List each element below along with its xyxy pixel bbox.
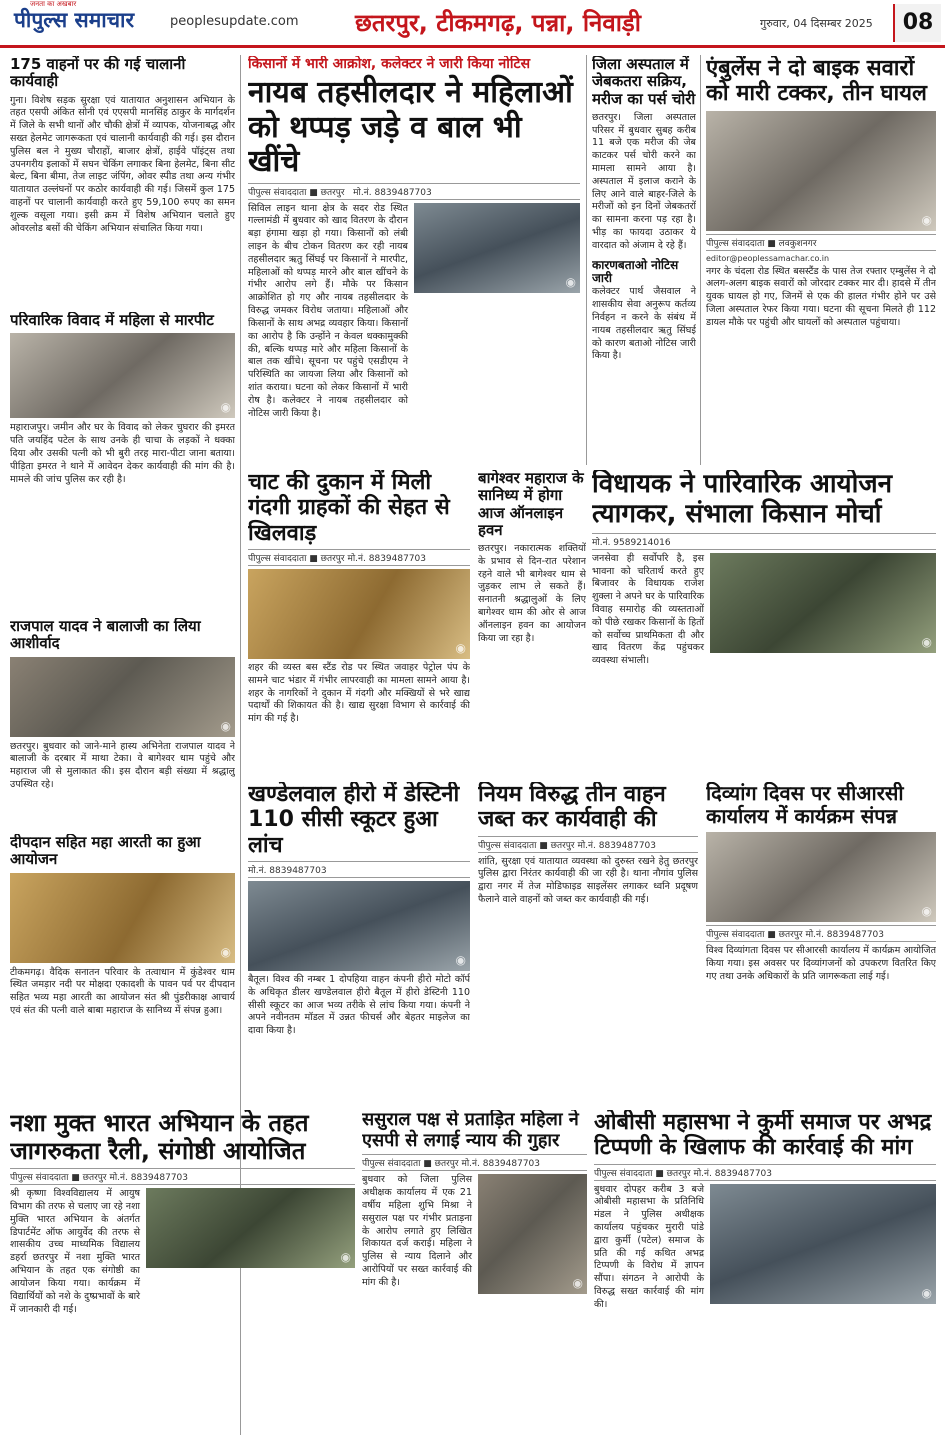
byline-text: पीपुल्स संवाददाता ■ लवकुशनगर (706, 238, 817, 249)
byline (362, 1154, 587, 1171)
story-body: बैतूल। विश्व की नम्बर 1 दोपहिया वाहन कंपनी हीरो मोटो कॉर्प के अधिकृत डीलर खण्डेलवाल हीरो बैतूल में हीरो डेस्टिनी 110 सीसी स्कूटर का आज भव्य तरीके से लांच किया गया। कंपनी ने अपने नवीनतम मॉडल में उन्नत फीचर्स और बेहतर माइलेज का दावा किया है। (248, 973, 470, 1037)
story-traffic-challan (10, 56, 235, 306)
story-photo (248, 569, 470, 659)
camera-icon: ◉ (220, 400, 231, 415)
story-body: नगर के चंदला रोड स्थित बसस्टैंड के पास तेज रफ्तार एम्बुलेंस ने दो अलग-अलग बाइक सवारों को जोरदार टक्कर मार दी। हादसे में तीन युवक घायल हो गए, जिनमें से एक की हालत गंभीर होने पर उसे जिला अस्पताल रेफर किया गया। घटना की सूचना मिलते ही 112 डायल मौके पर पहुंची और घायलों को अस्पताल पहुंचाया। (706, 265, 936, 328)
story-naib-tehsildar (248, 56, 580, 461)
headline: नायब तहसीलदार ने महिलाओं को थप्पड़ जड़े व बाल भी खींचे (248, 75, 573, 180)
story-photo (710, 1184, 936, 1304)
byline (592, 533, 936, 550)
camera-icon: ◉ (921, 212, 932, 227)
newspaper-logo: पीपुल्स समाचार (14, 7, 135, 32)
story-body: सिविल लाइन थाना क्षेत्र के सदर रोड स्थित गल्लामंडी में बुधवार को खाद वितरण के दौरान बड़ा हंगामा खड़ा हो गया। किसानों को लंबी लाइन के बीच टोकन वितरण कर रही नायब तहसीलदार ऋतु सिंघई पर किसानों ने मारपीट, महिलाओं को थप्पड़ मारने और बाल खींचने के गंभीर आरोप लगे हैं। मौके पर किसान आक्रोशित हो गए और नायब तहसीलदार के विरुद्ध जमकर विरोध जताया। महिलाओं और किसानों के साथ अभद्र व्यवहार किया। किसानों का आरोप है कि उन्होंने न केवल धक्कामुक्की की, बल्कि थप्पड़ मारे और महिला किसानों के बाल तक खींचे। सूचना पर पहुंचे एसडीएम ने परिस्थिति का जायजा लिया और किसानों को शांत कराया। घटना को लेकर किसानों में भारी रोष है। कलेक्टर ने नायब तहसीलदार को नोटिस जारी किया है। (248, 202, 408, 419)
website-link[interactable]: peoplesupdate.com (170, 14, 299, 29)
phone-number: मो.नं. 8839487703 (577, 840, 657, 851)
byline (478, 836, 698, 853)
story-body: छतरपुर। जिला अस्पताल परिसर में बुधवार सुबह करीब 11 बजे एक मरीज की जेब काटकर पर्स चोरी करने का मामला सामने आया है। अस्पताल में इलाज कराने के लिए आने वाले बाहर-जिले के मरीजों को इन दिनों जेबकतरों का सामना करना पड़ रहा है। भीड़ का फायदा उठाकर ये वारदात को अंजाम दे रहे हैं। (592, 111, 696, 251)
headline: एंबुलेंस ने दो बाइक सवारों को मारी टक्कर, तीन घायल (706, 56, 927, 107)
story-body: शहर की व्यस्त बस स्टैंड रोड पर स्थित जवाहर पेट्रोल पंप के सामने चाट भंडार में गंभीर लापरवाही का मामला सामने आया है। शहर के नागरिकों ने दुकान में गंदगी और मक्खियों से भरे खाद्य पदार्थों की शिकायत की है। खाद्य सुरक्षा विभाग से कार्रवाई की मांग की गई है। (248, 661, 470, 725)
story-photo (10, 657, 235, 737)
byline-text: पीपुल्स संवाददाता ■ छतरपुर (594, 1168, 691, 1179)
camera-icon: ◉ (455, 952, 466, 967)
byline-text: पीपुल्स संवाददाता ■ छतरपुर (478, 840, 575, 851)
camera-icon: ◉ (921, 634, 932, 649)
byline (248, 183, 580, 200)
byline-text: पीपुल्स संवाददाता ■ छतरपुर (706, 930, 803, 940)
phone-number: मो.नं. 8839487703 (693, 1168, 773, 1179)
byline-text: पीपुल्स संवाददाता ■ छतरपुर (10, 1173, 107, 1184)
byline (248, 549, 470, 566)
phone-number: मो.नं. 8839487703 (248, 865, 327, 876)
story-nasha-mukt (10, 1110, 355, 1435)
headline: खण्डेलवाल हीरो में डेस्टिनी 110 सीसी स्कूटर हुआ लांच (248, 782, 460, 858)
phone-number: मो.नं. 8839487703 (805, 930, 885, 940)
story-rajpal-yadav (10, 618, 235, 828)
story-body: बुधवार दोपहर करीब 3 बजे ओबीसी महासभा के प्रतिनिधि मंडल ने पुलिस अधीक्षक कार्यालय पहुंचकर मुरारी पांडे द्वारा कुर्मी (पटेल) समाज के प्रति की गई कथित अभद्र टिप्पणी के विरोध में ज्ञापन सौंपा। संगठन ने आरोपी के विरुद्ध सख्त कार्रवाई की मांग की। (594, 1183, 704, 1310)
headline: ओबीसी महासभा ने कुर्मी समाज पर अभद्र टिप्पणी के खिलाफ की कार्रवाई की मांग (594, 1110, 932, 1161)
story-body: कलेक्टर पार्थ जैसवाल ने शासकीय सेवा अनुरूप कर्तव्य निर्वहन न करने के संबंध में नायब तहसीलदार ऋतु सिंघई को कारण बताओ नोटिस जारी किया है। (592, 286, 696, 362)
column-rule (700, 55, 701, 465)
phone-number: मो.नं. 8839487703 (109, 1173, 189, 1184)
headline: जिला अस्पताल में जेबकतरा सक्रिय, मरीज का पर्स चोरी (592, 56, 696, 108)
story-photo (10, 333, 235, 418)
story-photo (248, 881, 470, 971)
story-body: श्री कृष्णा विश्वविद्यालय में आयुष विभाग की तरफ से चलाए जा रहे नशा मुक्ति भारत अभियान के अंतर्गत डिपार्टमेंट ऑफ आयुर्वेद की तरफ से शासकीय उच्च माध्यमिक विद्यालय डहर्रा छतरपुर में नशा मुक्ति भारत अभियान के तहत एक संगोष्ठी का आयोजन किया गया। कार्यक्रम में विद्यार्थियों को नशे के दुष्प्रभावों के बारे में जानकारी दी गई। (10, 1188, 140, 1315)
byline-text: मो.नं. 9589214016 (592, 537, 671, 548)
byline (10, 1168, 355, 1185)
story-body: छतरपुर। बुधवार को जाने-माने हास्य अभिनेता राजपाल यादव ने बालाजी के दरबार में माथा टेका। वे बागेश्वर धाम पहुंचे और महाराज जी से मुलाकात की। इस दौरान बड़ी संख्या में श्रद्धालु उपस्थित रहे। (10, 740, 235, 790)
masthead (0, 0, 945, 48)
story-ambulance-accident (706, 56, 936, 461)
story-photo (414, 203, 580, 293)
headline: परिवारिक विवाद में महिला से मारपीट (10, 312, 214, 329)
camera-icon: ◉ (921, 1285, 932, 1300)
camera-icon: ◉ (572, 1276, 583, 1291)
headline: नियम विरुद्ध तीन वाहन जब्त कर कार्यवाही की (478, 782, 666, 833)
headline: राजपाल यादव ने बालाजी का लिया आशीर्वाद (10, 618, 201, 653)
story-photo (706, 832, 936, 922)
byline-text: पीपुल्स संवाददाता ■ छतरपुर (248, 553, 345, 564)
headline: विधायक ने पारिवारिक आयोजन त्यागकर, संभाला किसान मोर्चा (592, 470, 893, 529)
phone-number: मो.नं. 8839487703 (461, 1159, 541, 1170)
camera-icon: ◉ (340, 1250, 351, 1265)
byline-text: पीपुल्स संवाददाता ■ छतरपुर (248, 187, 345, 198)
editor-email[interactable]: editor@peoplessamachar.co.in (706, 253, 830, 263)
camera-icon: ◉ (220, 944, 231, 959)
story-chaat-shop (248, 470, 470, 775)
camera-icon: ◉ (455, 640, 466, 655)
story-body: शांति, सुरक्षा एवं यातायात व्यवस्था को दुरुस्त रखने हेतु छतरपुर पुलिस द्वारा निरंतर कार्यवाही की जा रही है। थाना नौगांव पुलिस द्वारा नगर में तेज मोडिफाइड साइलेंसर लगाकर ध्वनि प्रदूषण फैलाने वाले वाहनों को जब्त कर कार्यवाही की गई। (478, 855, 698, 906)
story-body: टीकमगढ़। वैदिक सनातन परिवार के तत्वाधान में कुंडेश्वर धाम स्थित जमड़ार नदी पर मोक्षदा एकादशी के पावन पर्व पर दीपदान सहित भव्य महा आरती का आयोजन संत श्री पुंडरीकाक्ष आचार्य एवं संत की पत्नी वाले बाबा महाराज के सानिध्य में संपन्न हुआ। (10, 966, 235, 1016)
story-photo (706, 111, 936, 231)
story-body: महाराजपुर। जमीन और घर के विवाद को लेकर चुघरार की इमरत पति जयहिंद पटेल के साथ उनके ही चाचा के लड़कों ने धक्का दिया और उसकी पत्नी को भी बुरी तरह मारा-पीटा जाना बताया। पीड़िता इमरत ने थाने में आवेदन देकर कार्यवाही की मांग की है। मामले की जांच पुलिस कर रही है। (10, 422, 235, 485)
story-photo (478, 1174, 587, 1294)
camera-icon: ◉ (921, 904, 932, 918)
story-body: छतरपुर। नकारात्मक शक्तियों के प्रभाव से दिन-रात परेशान रहने वाले भी बागेश्वर धाम से जुड़कर लाभ ले सकते हैं। सनातनी श्रद्धालुओं के लिए बागेश्वर धाम की ओर से आज ऑनलाइन हवन का आयोजन किया जा रहा है। (478, 543, 586, 644)
story-deepdan-aarti (10, 834, 235, 1104)
story-divyang-diwas (706, 782, 936, 1102)
story-photo (10, 873, 235, 963)
camera-icon: ◉ (220, 718, 231, 733)
headline: चाट की दुकान में मिली गंदगी ग्राहकों की सेहत से खिलवाड़ (248, 470, 450, 546)
page-number: 08 (893, 4, 941, 42)
byline (594, 1164, 936, 1181)
story-body: बुधवार को जिला पुलिस अधीक्षक कार्यालय में एक 21 वर्षीय महिला शुभि मिश्रा ने ससुराल पक्ष पर गंभीर प्रताड़ना के आरोप लगाते हुए लिखित शिकायत दर्ज कराई। महिला ने पुलिस से न्याय दिलाने और आरोपियों पर सख्त कार्रवाई की मांग की है। (362, 1174, 472, 1288)
story-obc-mahasabha (594, 1110, 936, 1435)
sub-headline: कारणबताओ नोटिस जारी (592, 257, 679, 286)
headline: दीपदान सहित महा आरती का हुआ आयोजन (10, 834, 201, 869)
edition-date: गुरुवार, 04 दिसम्बर 2025 (760, 17, 873, 30)
story-vehicle-seizure (478, 782, 698, 1102)
byline (706, 925, 936, 942)
byline-text: पीपुल्स संवाददाता ■ छतरपुर (362, 1159, 459, 1170)
headline: 175 वाहनों पर की गई चालानी कार्यवाही (10, 56, 186, 91)
headline: दिव्यांग दिवस पर सीआरसी कार्यालय में कार्यक्रम संपन्न (706, 782, 904, 828)
story-family-dispute (10, 312, 235, 612)
kicker: किसानों में भारी आक्रोश, कलेक्टर ने जारी किया नोटिस (248, 56, 531, 72)
story-body: जनसेवा ही सर्वोपरि है, इस भावना को चरितार्थ करते हुए बिजावर के विधायक राजेश शुक्ला ने अपने घर के पारिवारिक विवाह समारोह की व्यस्तताओं को पीछे रखकर किसानों के हितों को सर्वोच्च प्राथमिकता दी और खाद वितरण केंद्र पहुंचकर व्यवस्था संभाली। (592, 552, 704, 667)
story-body: विश्व दिव्यांगता दिवस पर सीआरसी कार्यालय में कार्यक्रम आयोजित किया गया। इस अवसर पर दिव्यांगजनों को उपकरण वितरित किए गए तथा उनके अधिकारों के प्रति जागरूकता लाई गई। (706, 945, 936, 982)
story-photo (710, 553, 936, 653)
story-bageshwar-havan (478, 470, 586, 775)
phone-number: मो.नं. 8839487703 (347, 553, 427, 564)
camera-icon: ◉ (565, 274, 576, 289)
logo-tagline: जनता का अखबार (30, 0, 77, 8)
story-hero-destini (248, 782, 470, 1102)
phone-number: मो.नं. 8839487703 (353, 187, 432, 198)
edition-region: छतरपुर, टीकमगढ़, पन्ना, निवाड़ी (355, 9, 641, 37)
headline: नशा मुक्त भारत अभियान के तहत जागरुकता रैली, संगोष्ठी आयोजित (10, 1110, 309, 1165)
headline: ससुराल पक्ष से प्रताड़ित महिला ने एसपी से लगाई न्याय की गुहार (362, 1110, 579, 1151)
story-mla-farmers (592, 470, 936, 775)
story-harassed-woman (362, 1110, 587, 1435)
story-body: गुना। विशेष सड़क सुरक्षा एवं यातायात अनुशासन अभियान के तहत एसपी अंकित सोनी एवं एएसपी मानसिंह ठाकुर के मार्गदर्शन में जिले के सभी थानों और चौकी क्षेत्रों में व्यापक, योजनाबद्ध और सख्त हेलमेट जागरूकता एवं चालानी कार्यवाही की गई। इस दौरान पुलिस बल ने मुख्य चौराहों, बाजार क्षेत्रों, हाईवे पॉइंट्स तथा उपनगरीय इलाकों में सघन चेकिंग लगाकर बिना हेलमेट, बिना सीट बेल्ट, बिना बीमा, तेज लाइट जंपिंग, ओवर स्पीड तथा अन्य गंभीर यातायात उल्लंघनों पर कठोर कार्यवाही की गई। जिसमें कुल 175 वाहनों पर चालानी कार्यवाही करते हुए 59,100 रुपए का समन शुल्क वसूला गया। इसी क्रम में विशेष अभियान चलाते हुए ओवरलोड बसों की चेकिंग अभियान संचालित किया गया। (10, 94, 235, 234)
byline (706, 234, 936, 251)
story-photo (146, 1188, 355, 1268)
headline: बागेश्वर महाराज के सानिध्य में होगा आज ऑनलाइन हवन (478, 470, 584, 539)
column-rule (586, 55, 587, 465)
story-pickpocket (592, 56, 696, 461)
byline (248, 861, 470, 878)
